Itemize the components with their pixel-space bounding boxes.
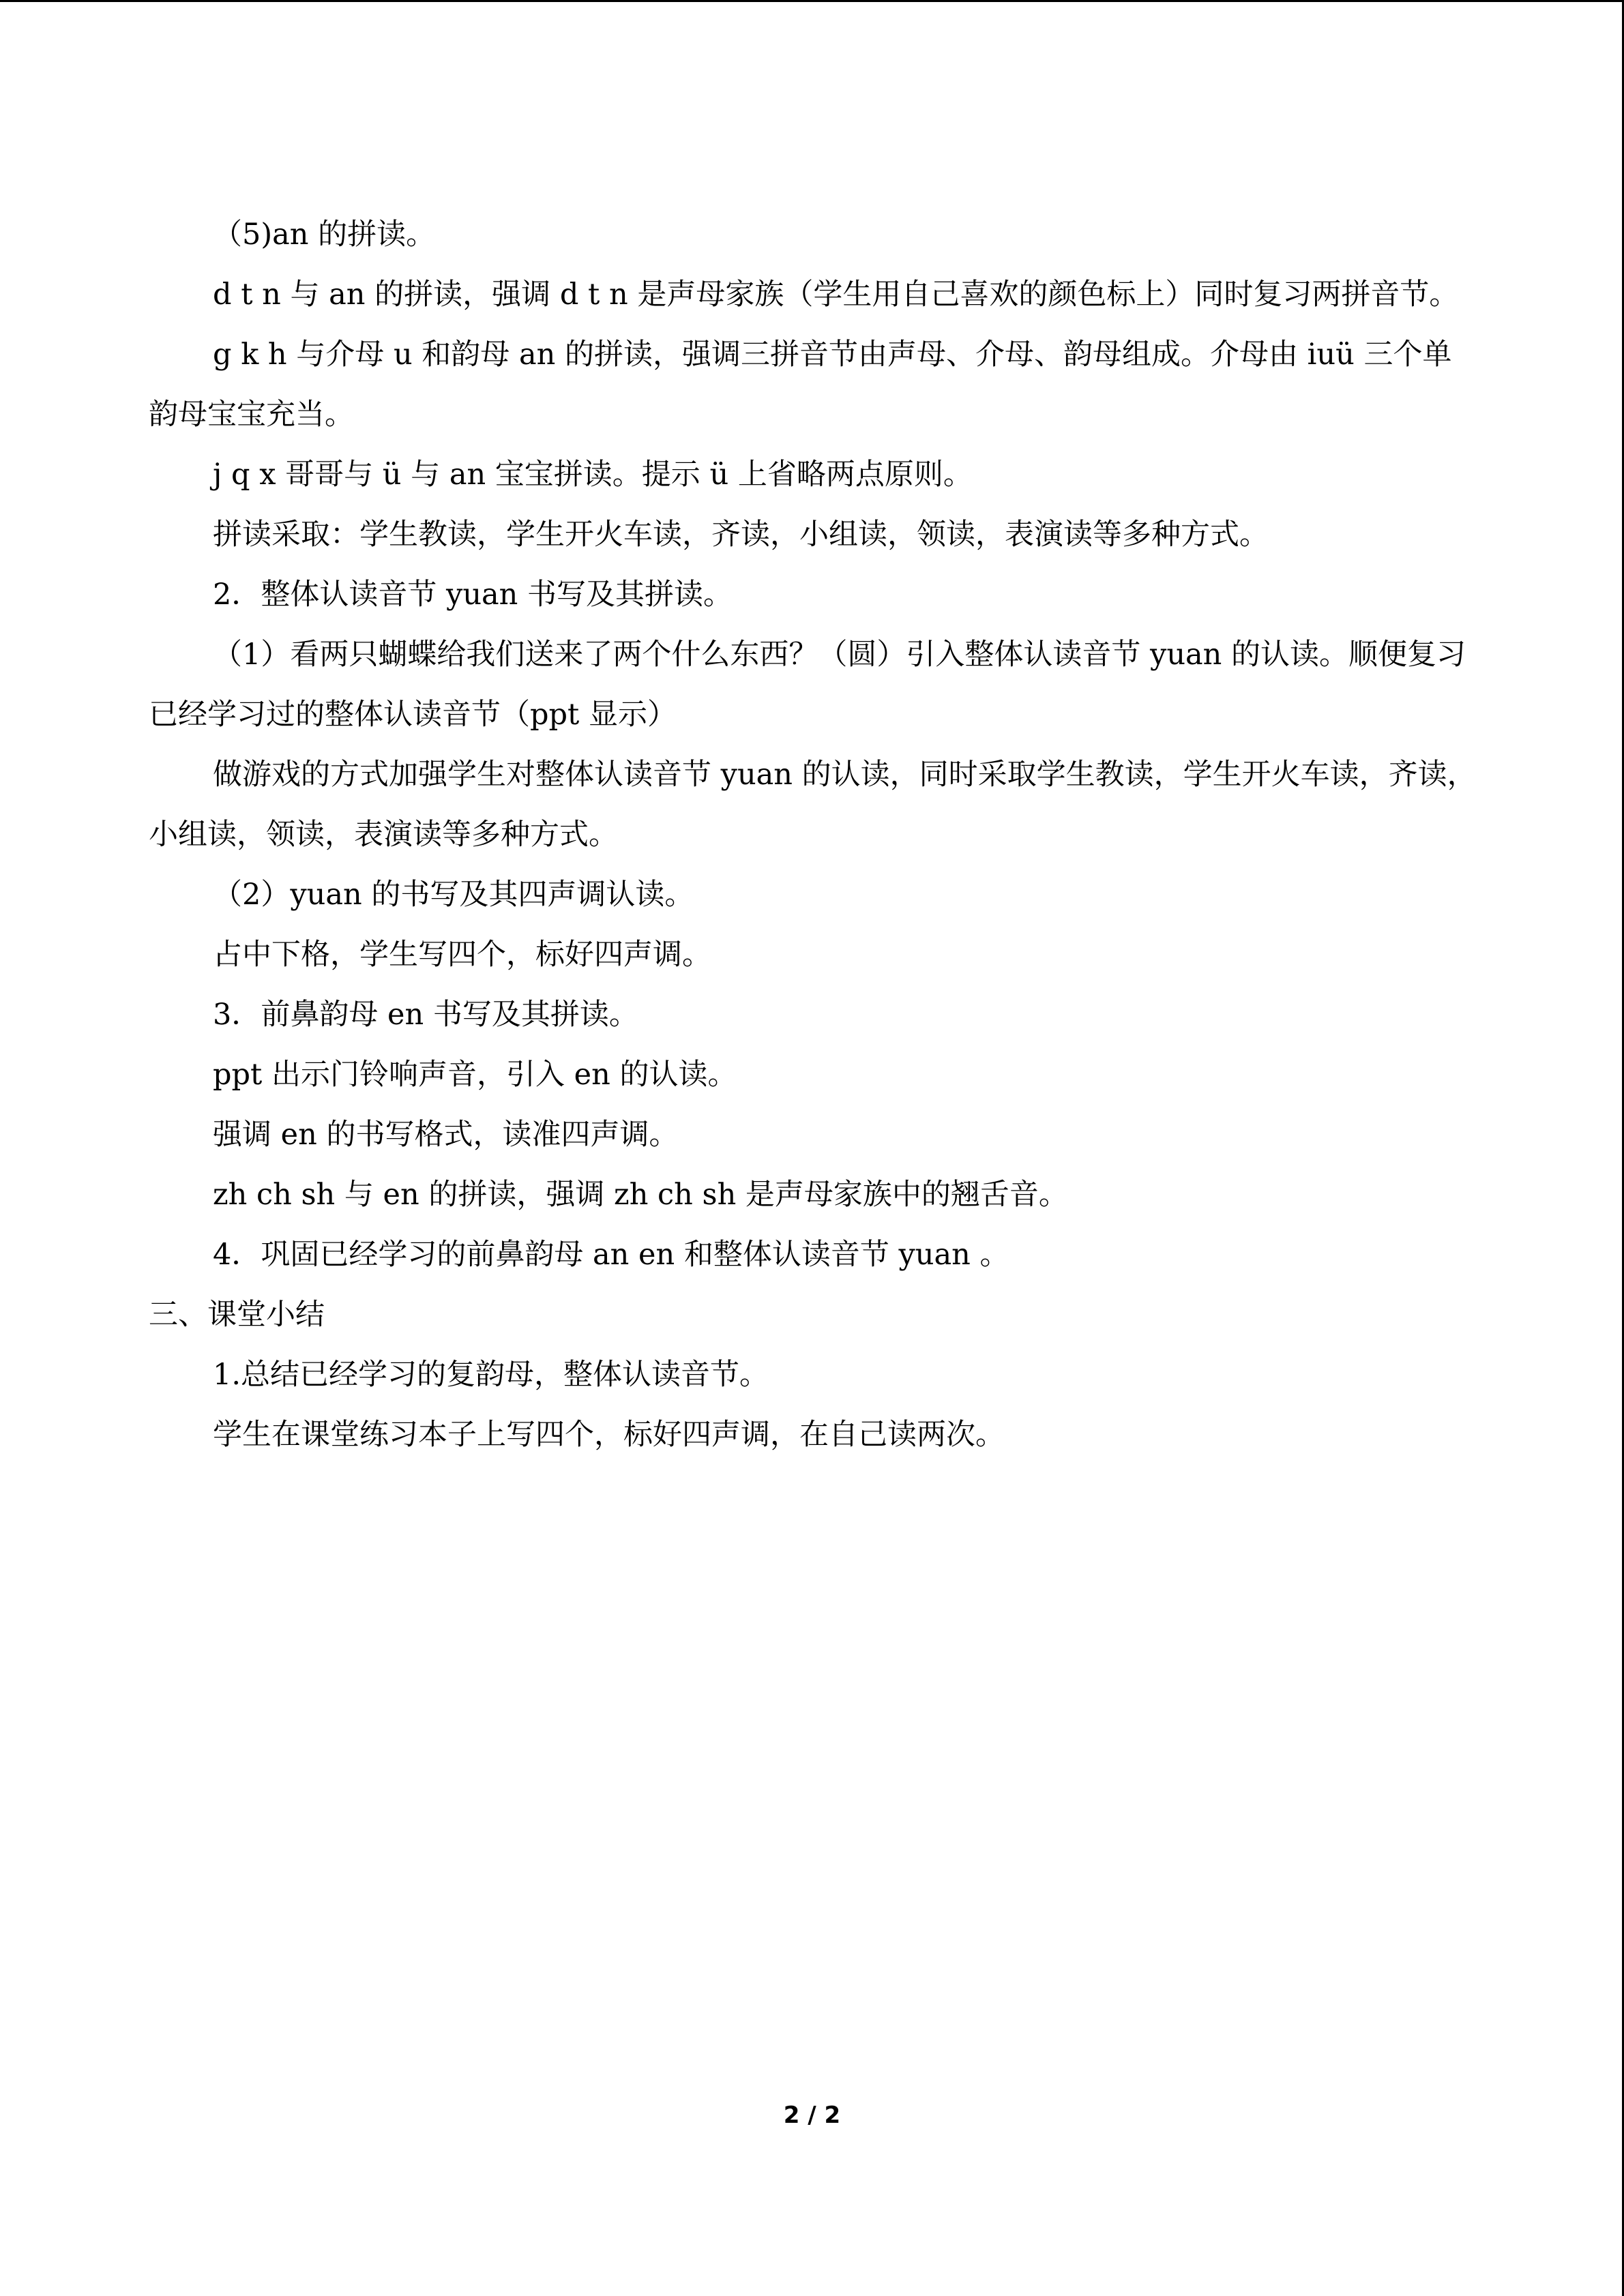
paragraph-butterflies: （1）看两只蝴蝶给我们送来了两个什么东西？（圆）引入整体认读音节 yuan 的认读。顺便复习已经学习过的整体认读音节（ppt 显示） <box>149 638 1466 732</box>
paragraph-dtn-an: d t n 与 an 的拼读，强调 d t n 是声母家族（学生用自己喜欢的颜色标上）同时复习两拼音节。 <box>213 278 1459 312</box>
paragraph-ppt-doorbell: ppt 出示门铃响声音，引入 en 的认读。 <box>213 1058 737 1092</box>
page-number: 2 / 2 <box>783 2102 841 2129</box>
paragraph-jqx-u-an: j q x 哥哥与 ü 与 an 宝宝拼读。提示 ü 上省略两点原则。 <box>213 458 973 492</box>
page-border-top <box>0 0 1624 2</box>
paragraph-summary-1: 1.总结已经学习的复韵母，整体认读音节。 <box>213 1358 769 1392</box>
paragraph-grid-writing: 占中下格，学生写四个，标好四声调。 <box>213 938 711 972</box>
paragraph-gkh-u-an: g k h 与介母 u 和韵母 an 的拼读，强调三拼音节由声母、介母、韵母组成。介母由 iuü 三个单韵母宝宝充当。 <box>149 338 1452 432</box>
paragraph-spelling-methods: 拼读采取：学生教读，学生开火车读，齐读，小组读，领读，表演读等多种方式。 <box>213 518 1269 552</box>
paragraph-an-spelling-heading: （5)an 的拼读。 <box>213 218 436 252</box>
paragraph-yuan-writing: （2）yuan 的书写及其四声调认读。 <box>213 878 694 912</box>
section-heading-summary: 三、课堂小结 <box>149 1298 325 1332</box>
paragraph-en-format: 强调 en 的书写格式，读准四声调。 <box>213 1118 679 1152</box>
paragraph-game-yuan: 做游戏的方式加强学生对整体认读音节 yuan 的认读，同时采取学生教读，学生开火车读，齐读，小组读，领读，表演读等多种方式。 <box>149 758 1477 852</box>
paragraph-en-heading: 3．前鼻韵母 en 书写及其拼读。 <box>213 998 638 1032</box>
paragraph-zhchsh-en: zh ch sh 与 en 的拼读，强调 zh ch sh 是声母家族中的翘舌音。 <box>213 1178 1068 1212</box>
document-body <box>149 205 1479 1465</box>
paragraph-yuan-heading: 2．整体认读音节 yuan 书写及其拼读。 <box>213 578 733 612</box>
paragraph-consolidate: 4．巩固已经学习的前鼻韵母 an en 和整体认读音节 yuan 。 <box>213 1238 1009 1272</box>
paragraph-summary-2: 学生在课堂练习本子上写四个，标好四声调，在自己读两次。 <box>213 1418 1005 1452</box>
